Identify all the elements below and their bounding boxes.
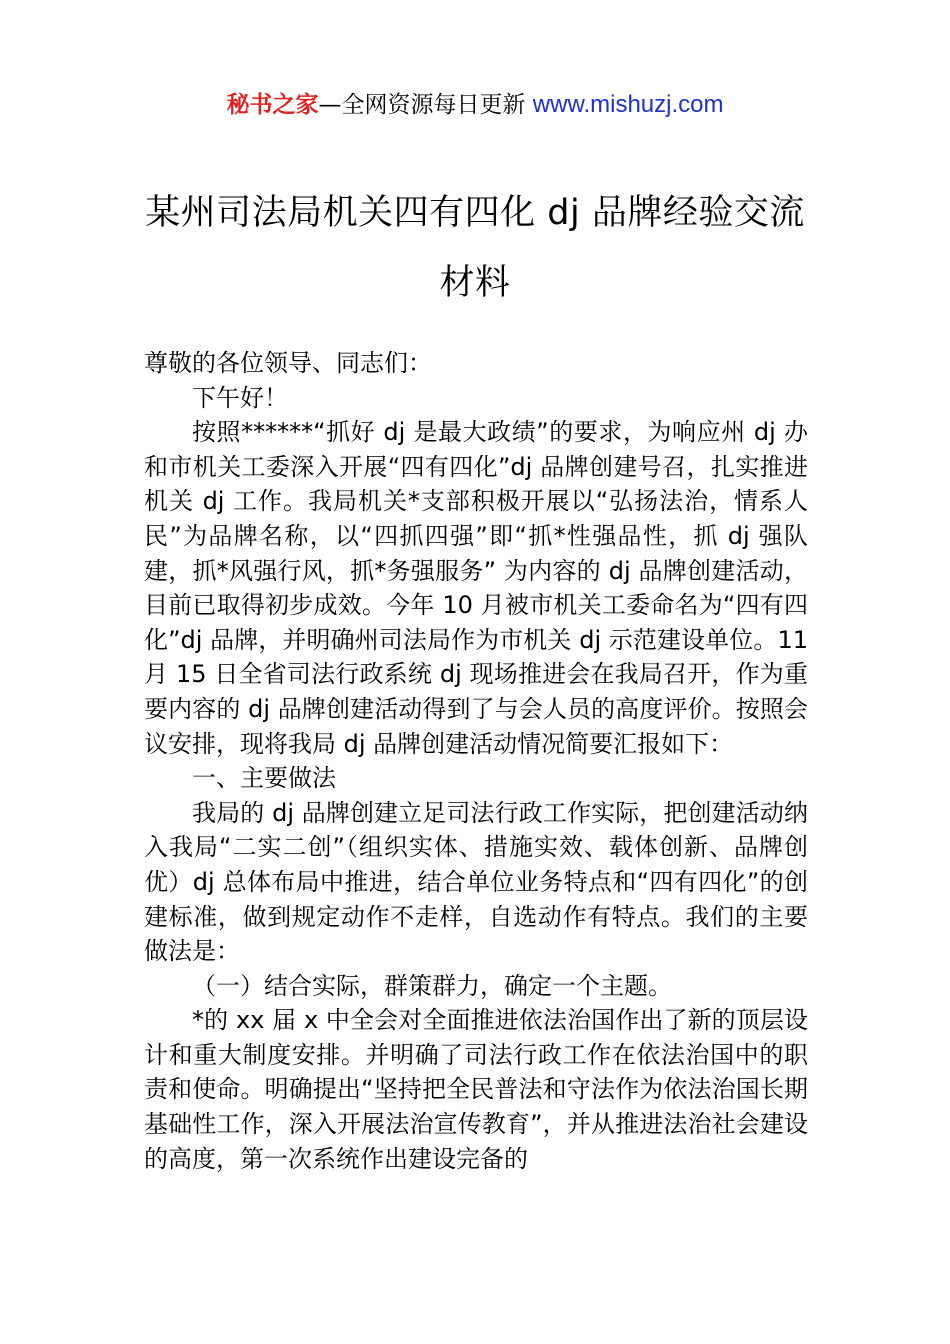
brand-name: 秘书之家 xyxy=(226,92,319,118)
watermark-header xyxy=(0,88,950,122)
site-url-link[interactable]: www.mishuzj.com xyxy=(532,91,724,118)
title-line-2: 材料 xyxy=(439,263,511,303)
body-paragraph: 我局的 dj 品牌创建立足司法行政工作实际，把创建活动纳入我局“二实二创”（组织实体、措施实效、载体创新、品牌创优）dj 总体布局中推进，结合单位业务特点和“四有四化”的创建标准，做到规定动作不走样，自选动作有特点。我们的主要做法是： xyxy=(144,798,808,966)
document-title xyxy=(130,178,820,318)
greeting: 下午好！ xyxy=(192,383,288,412)
title-line-1: 某州司法局机关四有四化 dj 品牌经验交流 xyxy=(145,193,805,233)
body-paragraph: 按照******“抓好 dj 是最大政绩”的要求，为响应州 dj 办和市机关工委深入开展“四有四化”dj 品牌创建号召，扎实推进机关 dj 工作。我局机关*支部积极开展以“弘扬法治，情系人民”为品牌名称，以“四抓四强”即“抓*性强品性，抓 dj 强队建，抓*风强行风，抓*务强服务” 为内容的 dj 品牌创建活动，目前已取得初步成效。今年 10 月被市机关工委命名为“四有四化”dj 品牌，并明确州司法局作为市机关 dj 示范建设单位。11 月 15 日全省司法行政系统 dj 现场推进会在我局召开，作为重要内容的 dj 品牌创建活动得到了与会人员的高度评价。按照会议安排，现将我局 dj 品牌创建活动情况简要汇报如下： xyxy=(144,418,808,758)
salutation: 尊敬的各位领导、同志们： xyxy=(144,349,432,377)
section-heading: 一、主要做法 xyxy=(192,764,336,793)
header-tagline: —全网资源每日更新 xyxy=(318,92,533,118)
document-body xyxy=(144,346,808,1176)
body-paragraph: *的 xx 届 x 中全会对全面推进依法治国作出了新的顶层设计和重大制度安排。并明确了司法行政工作在依法治国中的职责和使命。明确提出“坚持把全民普法和守法作为依法治国长期基础性工作，深入开展法治宣传教育”，并从推进法治社会建设的高度，第一次系统作出建设完备的 xyxy=(144,1006,808,1173)
subsection-heading: （一）结合实际，群策群力，确定一个主题。 xyxy=(192,971,672,1000)
